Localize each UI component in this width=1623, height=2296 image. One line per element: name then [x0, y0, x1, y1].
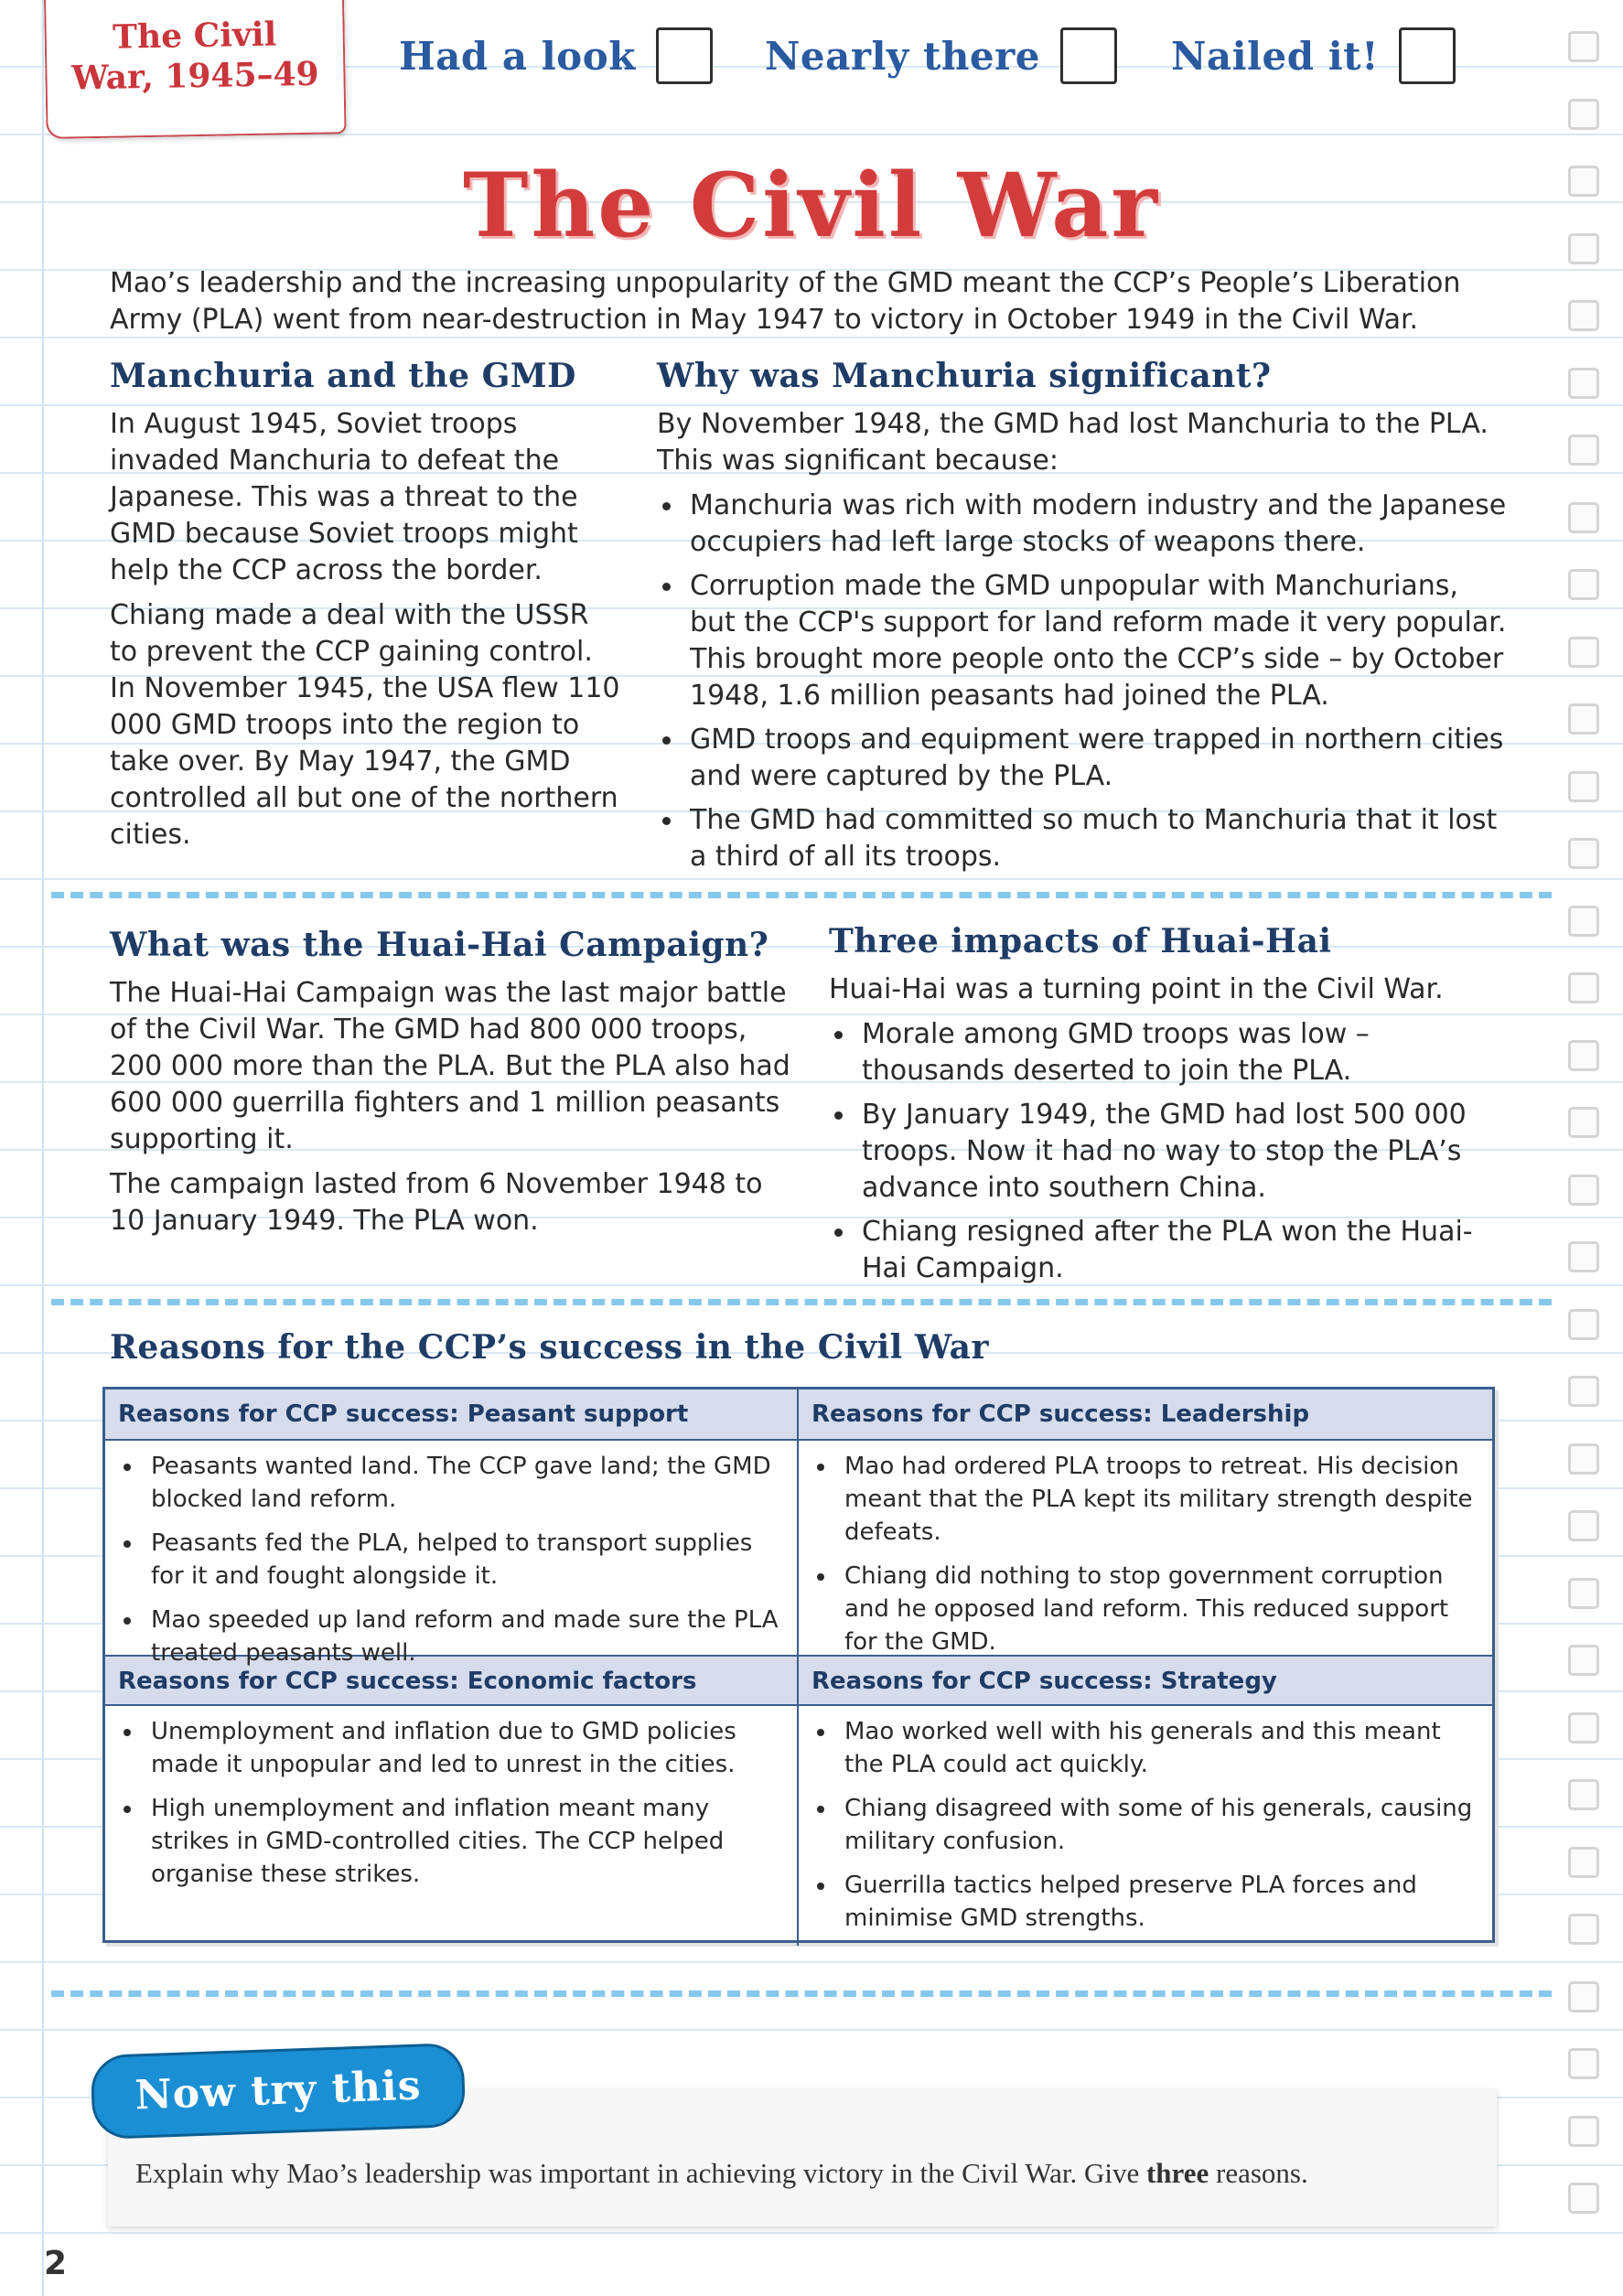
section-manchuria-significance: [657, 357, 1508, 883]
list-item: Chiang resigned after the PLA won the Huai-Hai Campaign.: [829, 1214, 1506, 1287]
manchuria-gmd-paragraph: Chiang made a deal with the USSR to prevent the CCP gaining control. In November 1945, the USA flew 110 000 GMD troops into the region to take over. By May 1947, the GMD controlled all but one of the northern cities.: [110, 599, 620, 851]
side-checkbox[interactable]: [1568, 1779, 1599, 1810]
list-item: The GMD had committed so much to Manchuria that it lost a third of all its troops.: [657, 802, 1508, 875]
nearly-there-label: Nearly there: [765, 33, 1040, 79]
table-header-strategy: Reasons for CCP success: Strategy: [799, 1655, 1492, 1706]
side-checkbox[interactable]: [1568, 838, 1599, 869]
section-huai-hai: [110, 926, 805, 1248]
side-checkbox[interactable]: [1568, 1712, 1599, 1743]
side-checkbox[interactable]: [1568, 1645, 1599, 1676]
reasons-heading: Reasons for the CCP’s success in the Civil War: [110, 1328, 989, 1367]
list-item: Unemployment and inflation due to GMD policies made it unpopular and led to unrest in the cities.: [118, 1715, 784, 1781]
list-item: Peasants fed the PLA, helped to transport supplies for it and fought alongside it.: [118, 1527, 784, 1593]
list-item: GMD troops and equipment were trapped in northern cities and were captured by the PLA.: [657, 722, 1508, 795]
section-divider: [51, 892, 1552, 898]
page-number: 2: [44, 2245, 68, 2282]
side-checkbox[interactable]: [1568, 2116, 1599, 2147]
progress-nailed-it: [1171, 24, 1456, 88]
table-cell-peasant: [105, 1441, 799, 1667]
nailed-it-label: Nailed it!: [1171, 33, 1380, 79]
list-item: Guerrilla tactics helped preserve PLA forces and minimise GMD strengths.: [812, 1869, 1479, 1935]
progress-had-a-look: [399, 24, 713, 88]
side-checkbox[interactable]: [1568, 1981, 1599, 2012]
side-checkbox[interactable]: [1568, 99, 1599, 130]
manchuria-gmd-heading: Manchuria and the GMD: [110, 357, 576, 395]
topic-tab-line2: War, 1945–49: [70, 54, 319, 98]
side-checkbox[interactable]: [1568, 637, 1599, 668]
huai-hai-paragraph: The Huai-Hai Campaign was the last major battle of the Civil War. The GMD had 800 000 troops, 200 000 more than the PLA. But the PLA also had 600 000 guerrilla fighters and 1 million peasants supporting it.: [110, 977, 790, 1155]
list-item: Chiang did nothing to stop government corruption and he opposed land reform. This reduced support for the GMD.: [812, 1560, 1479, 1658]
side-checkbox[interactable]: [1568, 2048, 1599, 2079]
list-item: Mao had ordered PLA troops to retreat. His decision meant that the PLA kept its military strength despite defeats.: [812, 1450, 1479, 1549]
list-item: By January 1949, the GMD had lost 500 000 troops. Now it had no way to stop the PLA’s advance into southern China.: [829, 1097, 1506, 1207]
manchuria-significance-intro: By November 1948, the GMD had lost Manchuria to the PLA. This was significant because:: [657, 408, 1489, 477]
side-checkbox[interactable]: [1568, 368, 1599, 399]
list-item: Morale among GMD troops was low – thousands deserted to join the PLA.: [829, 1016, 1506, 1089]
had-a-look-checkbox[interactable]: [656, 27, 713, 84]
side-checkbox[interactable]: [1568, 502, 1599, 533]
intro-text: Mao’s leadership and the increasing unpopularity of the GMD meant the CCP’s People’s Liberation Army (PLA) went from near-destruction in May 1947 to victory in October 1949 in the Civil War.: [110, 267, 1461, 336]
side-checkbox[interactable]: [1568, 1376, 1599, 1407]
section-divider: [51, 1299, 1552, 1305]
side-checkbox[interactable]: [1568, 1040, 1599, 1071]
reasons-table: [102, 1387, 1495, 1943]
huai-hai-paragraph: The campaign lasted from 6 November 1948 to 10 January 1949. The PLA won.: [110, 1168, 763, 1237]
manchuria-significance-heading: Why was Manchuria significant?: [657, 357, 1272, 395]
section-manchuria-gmd: [110, 357, 622, 862]
impacts-heading: Three impacts of Huai-Hai: [829, 922, 1332, 960]
progress-nearly-there: [765, 24, 1117, 88]
side-checkbox[interactable]: [1568, 972, 1599, 1003]
side-checkbox[interactable]: [1568, 569, 1599, 600]
side-checkbox[interactable]: [1568, 1443, 1599, 1475]
side-checkbox[interactable]: [1568, 1847, 1599, 1878]
now-try-this-label: Now try this: [91, 2043, 467, 2140]
nearly-there-checkbox[interactable]: [1060, 27, 1117, 84]
page-title: The Civil War: [463, 154, 1160, 257]
side-checkbox[interactable]: [1568, 1241, 1599, 1272]
list-item: Corruption made the GMD unpopular with Manchurians, but the CCP's support for land reform made it very popular. This brought more people onto the CCP’s side – by October 1948, 1.6 million peasants had joined the PLA.: [657, 568, 1508, 714]
topic-tab: [44, 0, 347, 139]
side-checkbox[interactable]: [1568, 1510, 1599, 1541]
try-this-text: Explain why Mao’s leadership was important in achieving victory in the Civil War. Give: [135, 2157, 1146, 2189]
had-a-look-label: Had a look: [399, 33, 636, 79]
table-cell-economic: [105, 1706, 799, 1946]
table-header-economic: Reasons for CCP success: Economic factors: [105, 1655, 799, 1706]
topic-tab-line1: The Civil: [112, 15, 277, 57]
list-item: Mao worked well with his generals and this meant the PLA could act quickly.: [812, 1715, 1479, 1781]
side-checkbox[interactable]: [1568, 1309, 1599, 1340]
side-checkbox[interactable]: [1568, 2183, 1599, 2214]
manchuria-gmd-paragraph: In August 1945, Soviet troops invaded Manchuria to defeat the Japanese. This was a threat to the GMD because Soviet troops might help the CCP across the border.: [110, 408, 578, 586]
table-cell-strategy: [799, 1706, 1492, 1946]
table-cell-leadership: [799, 1441, 1492, 1655]
try-this-bold: three: [1145, 2157, 1209, 2189]
table-header-leadership: Reasons for CCP success: Leadership: [799, 1389, 1492, 1441]
list-item: Chiang disagreed with some of his generals, causing military confusion.: [812, 1792, 1479, 1858]
list-item: High unemployment and inflation meant many strikes in GMD-controlled cities. The CCP helped organise these strikes.: [118, 1792, 784, 1891]
side-checkbox[interactable]: [1568, 31, 1599, 62]
section-impacts: [829, 922, 1506, 1294]
side-checkbox[interactable]: [1568, 1175, 1599, 1206]
try-this-text-end: reasons.: [1209, 2157, 1308, 2189]
side-checkbox[interactable]: [1568, 771, 1599, 802]
table-header-peasant: Reasons for CCP success: Peasant support: [105, 1389, 799, 1441]
huai-hai-heading: What was the Huai-Hai Campaign?: [110, 926, 769, 964]
side-checkbox[interactable]: [1568, 703, 1599, 735]
section-divider: [51, 1990, 1552, 1997]
side-checkbox[interactable]: [1568, 435, 1599, 466]
list-item: Mao speeded up land reform and made sure the PLA treated peasants well.: [118, 1604, 784, 1669]
side-checkbox[interactable]: [1568, 1914, 1599, 1945]
side-checkbox[interactable]: [1568, 1578, 1599, 1609]
impacts-intro: Huai-Hai was a turning point in the Civil War.: [829, 973, 1444, 1005]
list-item: Manchuria was rich with modern industry and the Japanese occupiers had left large stocks of weapons there.: [657, 488, 1508, 561]
nailed-it-checkbox[interactable]: [1399, 27, 1456, 84]
side-checkbox[interactable]: [1568, 906, 1599, 937]
side-checkbox[interactable]: [1568, 1107, 1599, 1138]
side-checkbox[interactable]: [1568, 300, 1599, 331]
list-item: Peasants wanted land. The CCP gave land; the GMD blocked land reform.: [118, 1450, 784, 1516]
